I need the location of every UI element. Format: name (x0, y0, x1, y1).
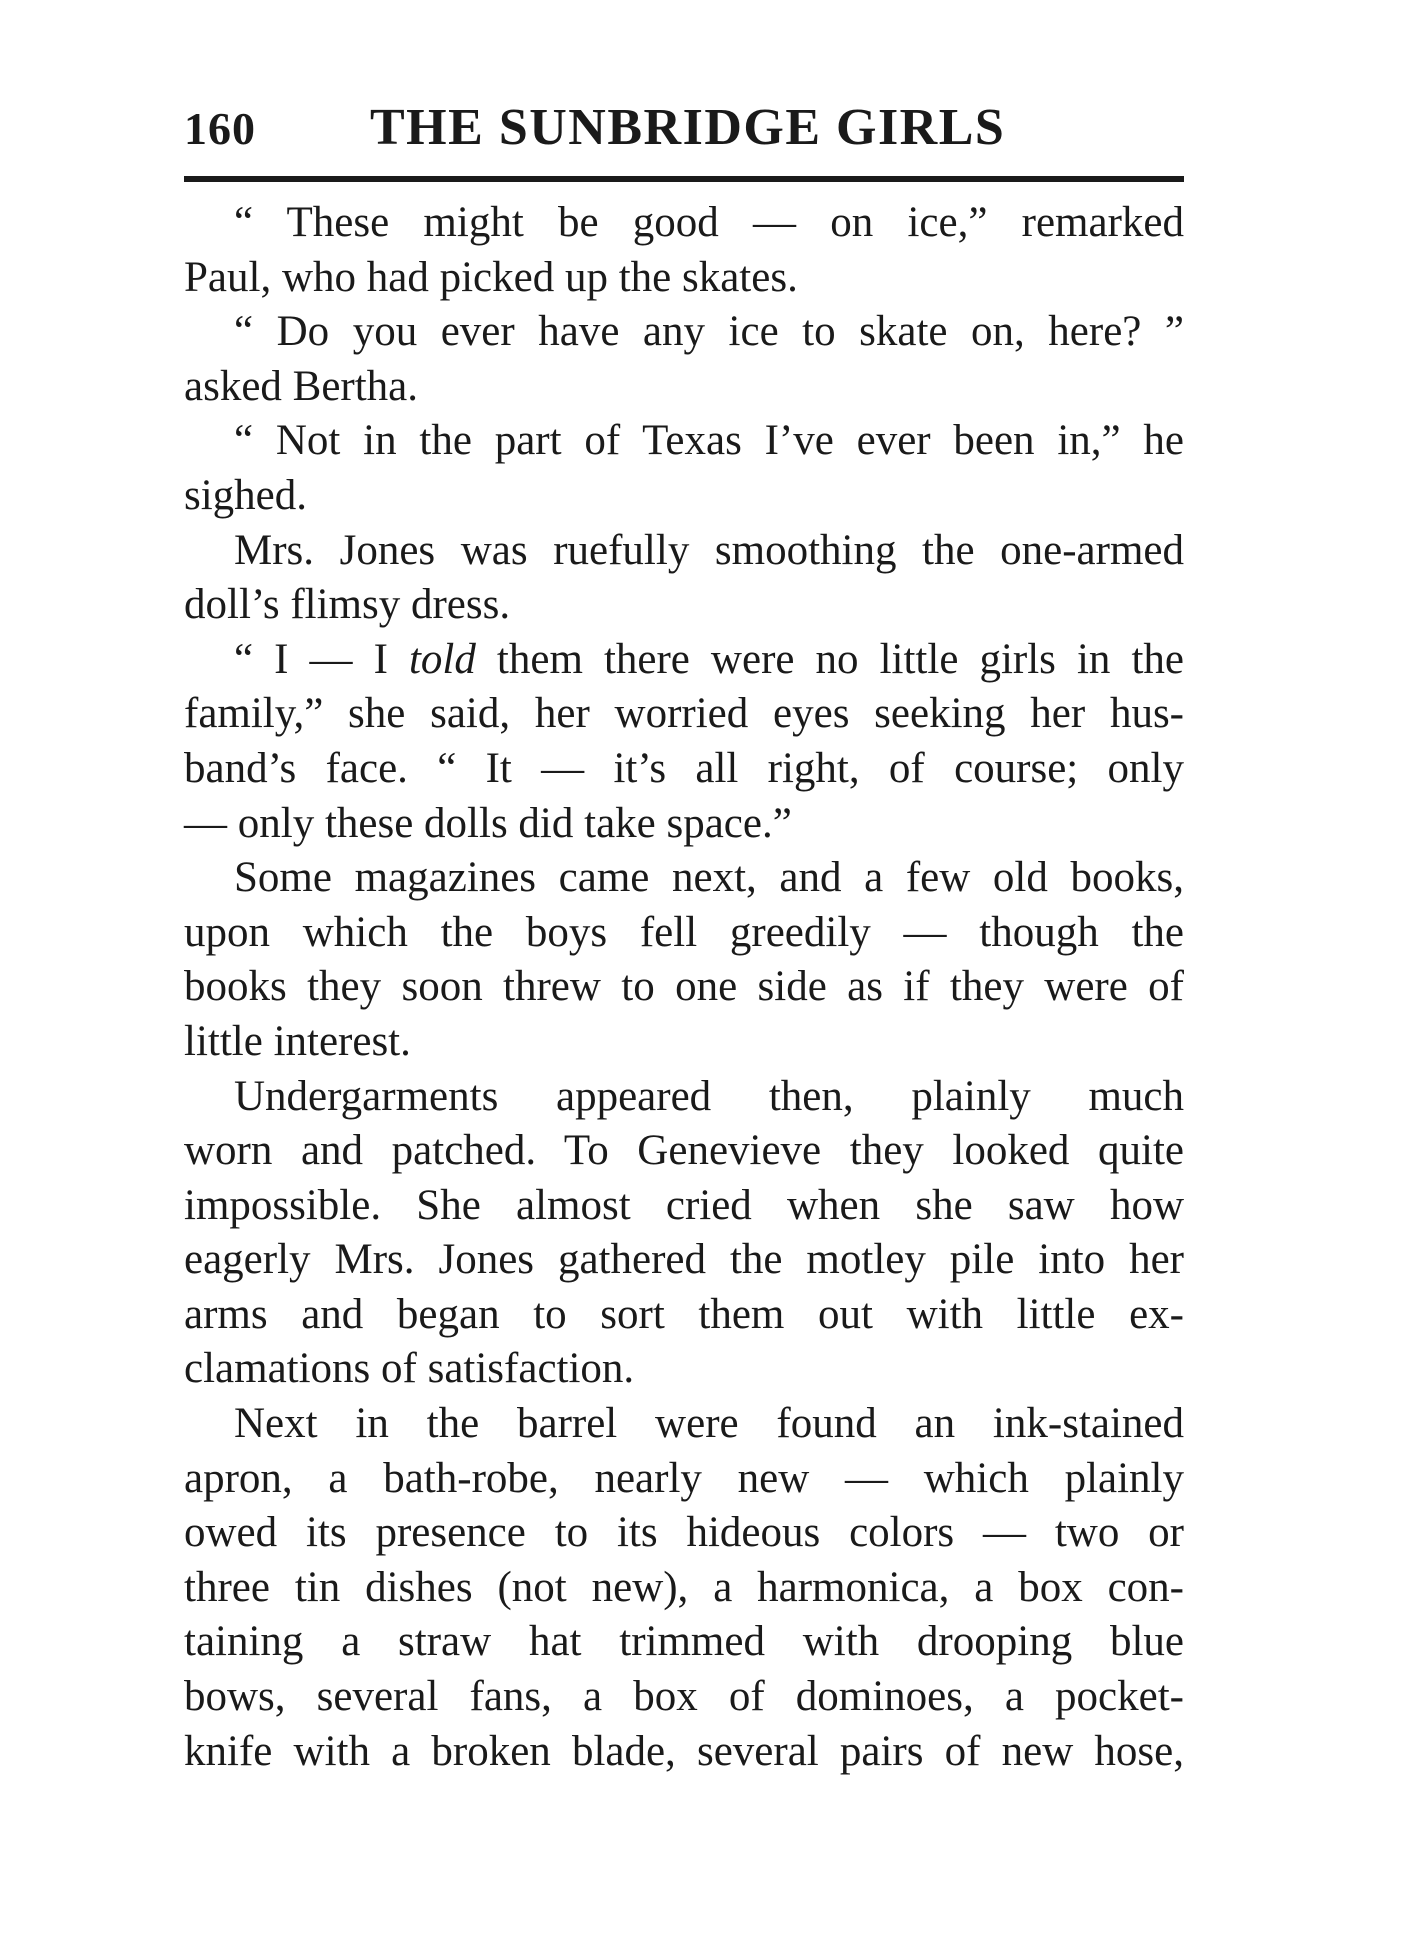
paragraph-1 (184, 196, 1184, 305)
text-line: — only these dolls did take space.” (184, 799, 792, 847)
text-line: three tin dishes (not new), a harmonica, a box con- (184, 1563, 1184, 1611)
text-line: eagerly Mrs. Jones gathered the motley pile into her (184, 1236, 1184, 1284)
text-line: arms and began to sort them out with little ex- (184, 1290, 1184, 1338)
text-line: Paul, who had picked up the skates. (184, 253, 798, 301)
text-line: Next in the barrel were found an ink-stained (234, 1400, 1184, 1448)
italic-word: told (408, 635, 476, 683)
text-line (184, 633, 1184, 688)
text-line: bows, several fans, a box of dominoes, a pocket- (184, 1673, 1184, 1721)
text-line: knife with a broken blade, several pairs of new hose, (184, 1727, 1184, 1775)
running-head (184, 98, 1184, 168)
paragraph-5 (184, 633, 1184, 851)
paragraph-2 (184, 305, 1184, 414)
page-number: 160 (184, 103, 256, 154)
text-line: worn and patched. To Genevieve they looked quite (184, 1127, 1184, 1175)
text-line: sighed. (184, 471, 308, 519)
text-line: doll’s flimsy dress. (184, 581, 511, 629)
text-line: little interest. (184, 1017, 411, 1065)
text-line: band’s face. “ It — it’s all right, of course; only (184, 744, 1184, 792)
text-line: “ Not in the part of Texas I’ve ever been in,” he (234, 417, 1184, 465)
book-title: THE SUNBRIDGE GIRLS (370, 99, 1006, 156)
header-rule (184, 176, 1184, 182)
text-line: Mrs. Jones was ruefully smoothing the one-armed (234, 526, 1184, 574)
text-line: owed its presence to its hideous colors — two or (184, 1509, 1184, 1557)
text-line: clamations of satisfaction. (184, 1345, 635, 1393)
text-line: impossible. She almost cried when she saw how (184, 1181, 1184, 1229)
paragraph-6 (184, 851, 1184, 1069)
paragraph-8 (184, 1397, 1184, 1779)
body-text (184, 196, 1184, 1779)
text-line: upon which the boys fell greedily — though the (184, 908, 1184, 956)
text-run: them there were no little girls in the (475, 635, 1184, 683)
text-run: “ I — I (234, 635, 409, 683)
text-line: “ These might be good — on ice,” remarked (234, 199, 1184, 246)
text-line: Some magazines came next, and a few old books, (234, 854, 1184, 902)
text-line: Undergarments appeared then, plainly much (234, 1072, 1184, 1120)
text-line: apron, a bath-robe, nearly new — which plainly (184, 1454, 1184, 1502)
paragraph-3 (184, 414, 1184, 523)
paragraph-4 (184, 524, 1184, 633)
text-line: books they soon threw to one side as if they were of (184, 963, 1184, 1011)
text-line: taining a straw hat trimmed with drooping blue (184, 1618, 1184, 1666)
paragraph-7 (184, 1070, 1184, 1398)
text-line: “ Do you ever have any ice to skate on, here? ” (234, 308, 1184, 356)
text-line: family,” she said, her worried eyes seeking her hus- (184, 690, 1184, 738)
text-line: asked Bertha. (184, 362, 419, 410)
